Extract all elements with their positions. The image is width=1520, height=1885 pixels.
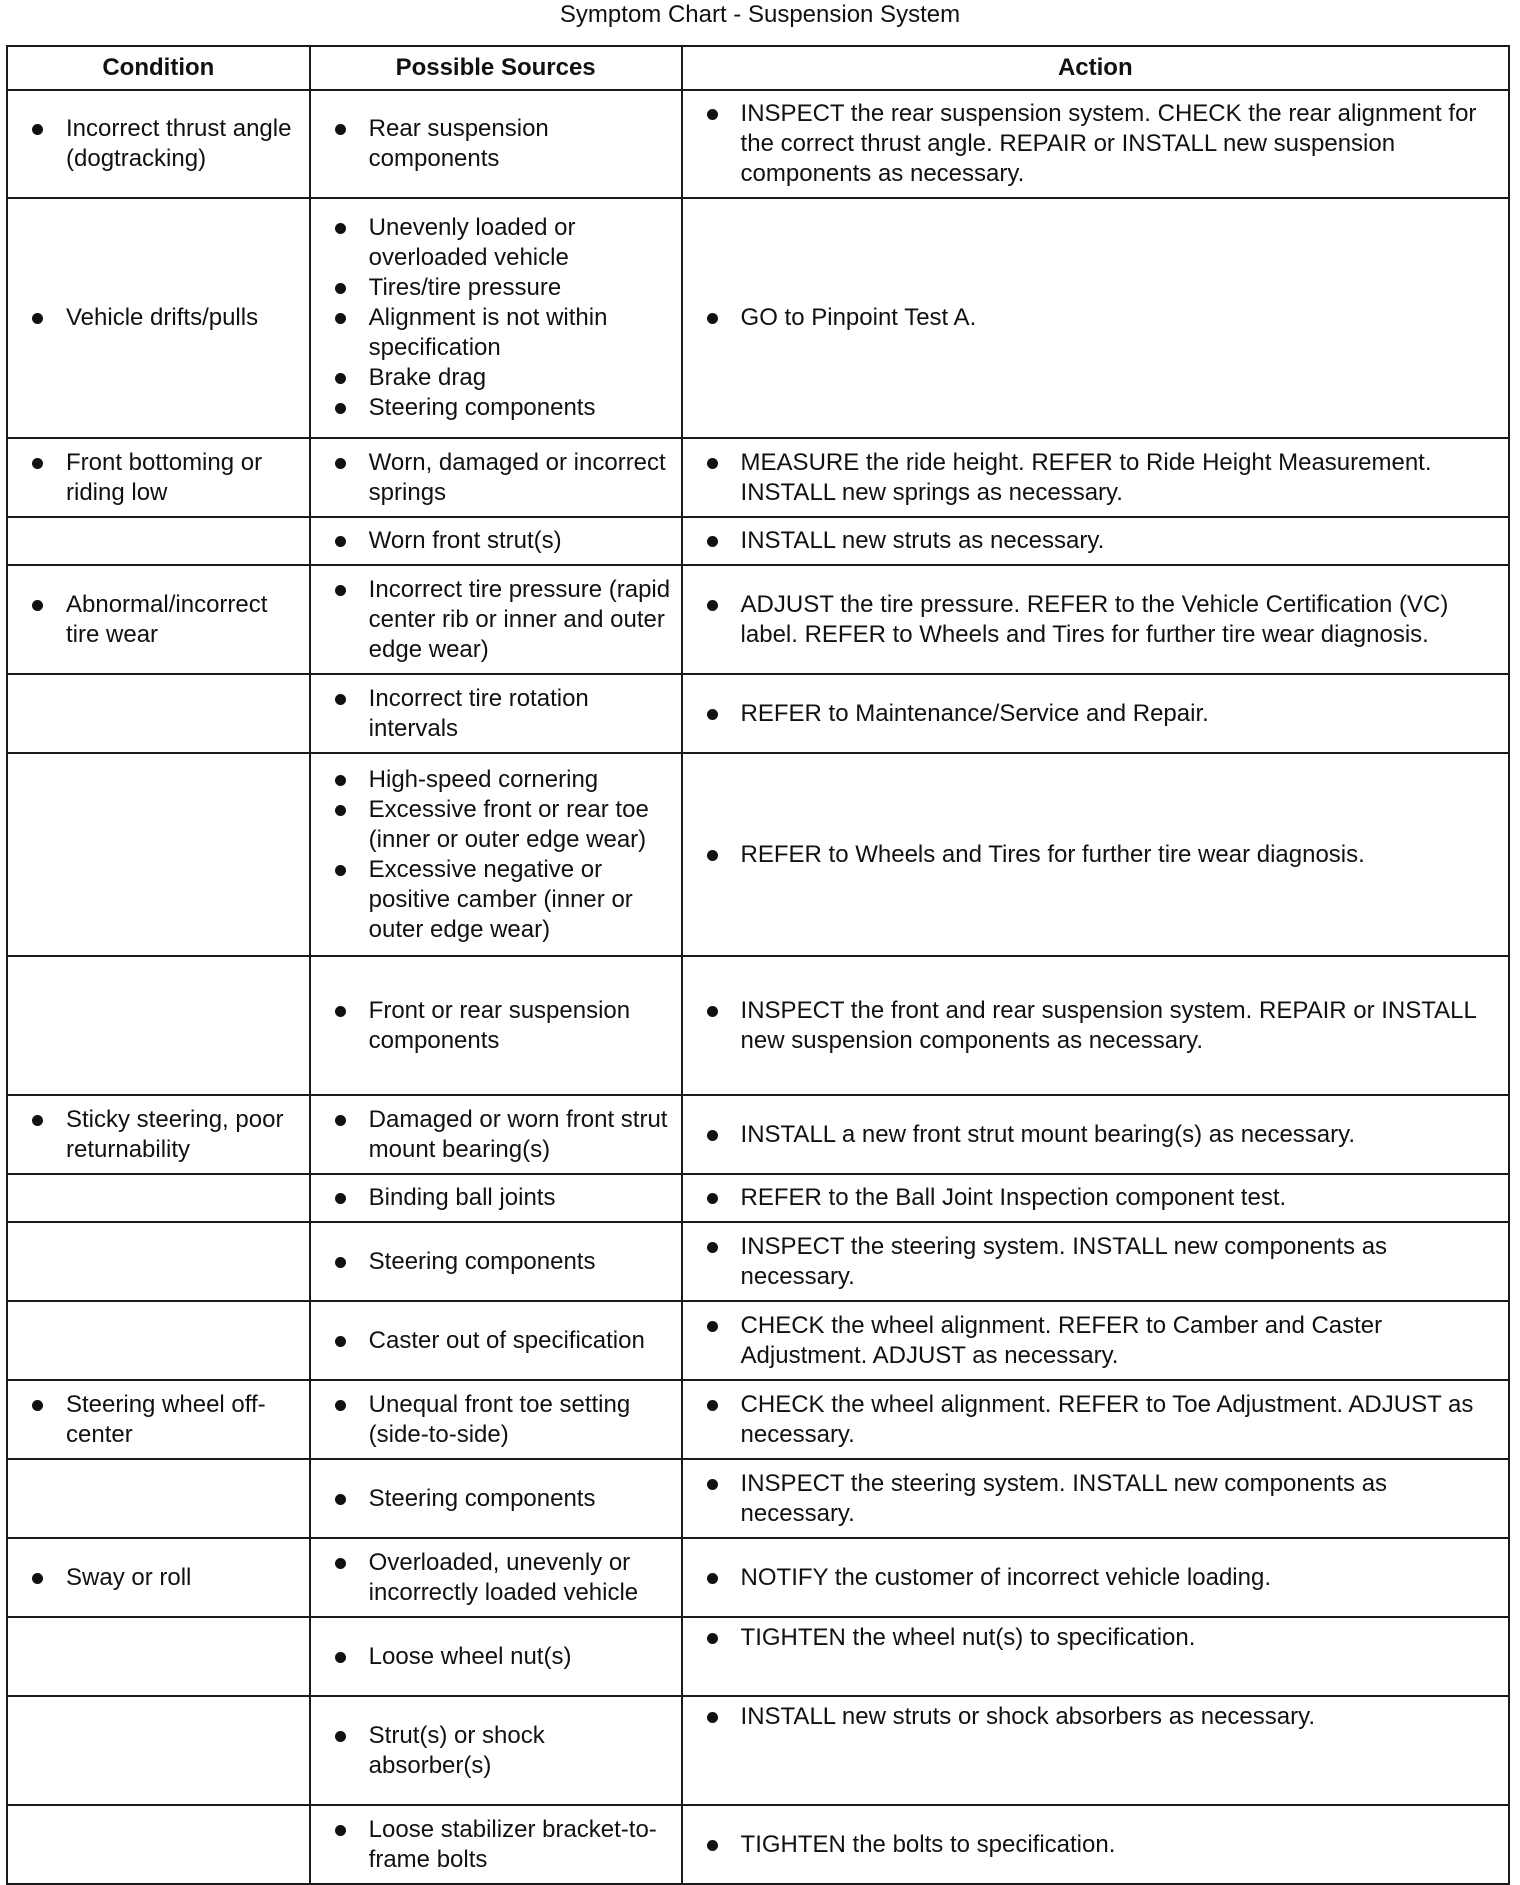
bullet-list <box>30 1105 301 1165</box>
bullet-list <box>705 448 1500 508</box>
action-item: INSPECT the steering system. INSTALL new components as necessary. <box>705 1469 1500 1529</box>
table-row <box>7 517 1509 565</box>
bullet-list <box>333 526 673 556</box>
possible-sources-cell <box>310 1301 682 1380</box>
action-item: INSTALL new struts or shock absorbers as necessary. <box>705 1702 1500 1732</box>
condition-cell <box>7 1805 310 1884</box>
possible-source-item: Front or rear suspension components <box>333 996 673 1056</box>
table-row <box>7 1301 1509 1380</box>
action-cell <box>682 956 1509 1095</box>
bullet-list <box>30 1390 301 1450</box>
bullet-list <box>705 996 1500 1056</box>
table-row <box>7 565 1509 674</box>
bullet-list <box>705 1563 1500 1593</box>
action-cell <box>682 1696 1509 1805</box>
table-row <box>7 753 1509 956</box>
symptom-table <box>6 45 1510 1885</box>
bullet-list <box>333 1105 673 1165</box>
bullet-list <box>333 1183 673 1213</box>
condition-cell <box>7 1095 310 1174</box>
action-item: REFER to the Ball Joint Inspection component test. <box>705 1183 1500 1213</box>
condition-cell <box>7 517 310 565</box>
table-row <box>7 1617 1509 1696</box>
condition-cell <box>7 90 310 198</box>
bullet-list <box>705 1183 1500 1213</box>
table-body <box>7 90 1509 1884</box>
action-item: CHECK the wheel alignment. REFER to Toe Adjustment. ADJUST as necessary. <box>705 1390 1500 1450</box>
bullet-list <box>705 1469 1500 1529</box>
bullet-list <box>30 1563 301 1593</box>
table-row <box>7 1095 1509 1174</box>
condition-cell <box>7 1696 310 1805</box>
possible-sources-cell <box>310 517 682 565</box>
condition-cell <box>7 198 310 438</box>
bullet-list <box>705 699 1500 729</box>
possible-source-item: Overloaded, unevenly or incorrectly loaded vehicle <box>333 1548 673 1608</box>
possible-source-item: Steering components <box>333 393 673 423</box>
action-item: ADJUST the tire pressure. REFER to the Vehicle Certification (VC) label. REFER to Wheels and Tires for further tire wear diagnosis. <box>705 590 1500 650</box>
bullet-list <box>30 303 301 333</box>
action-item: INSTALL a new front strut mount bearing(s) as necessary. <box>705 1120 1500 1150</box>
action-cell <box>682 1095 1509 1174</box>
action-cell <box>682 1222 1509 1301</box>
action-cell <box>682 1301 1509 1380</box>
possible-sources-cell <box>310 1174 682 1222</box>
column-header-action: Action <box>682 46 1509 90</box>
bullet-list <box>333 765 673 945</box>
action-item: REFER to Maintenance/Service and Repair. <box>705 699 1500 729</box>
bullet-list <box>333 1642 673 1672</box>
possible-source-item: Tires/tire pressure <box>333 273 673 303</box>
possible-sources-cell <box>310 438 682 517</box>
possible-sources-cell <box>310 753 682 956</box>
action-cell <box>682 1459 1509 1538</box>
bullet-list <box>30 114 301 174</box>
possible-sources-cell <box>310 90 682 198</box>
action-item: INSPECT the steering system. INSTALL new components as necessary. <box>705 1232 1500 1292</box>
possible-sources-cell <box>310 1380 682 1459</box>
bullet-list <box>705 526 1500 556</box>
condition-cell <box>7 956 310 1095</box>
condition-cell <box>7 674 310 753</box>
condition-item: Sway or roll <box>30 1563 301 1593</box>
possible-source-item: High-speed cornering <box>333 765 673 795</box>
bullet-list <box>705 590 1500 650</box>
condition-cell <box>7 438 310 517</box>
condition-cell <box>7 1301 310 1380</box>
action-item: NOTIFY the customer of incorrect vehicle loading. <box>705 1563 1500 1593</box>
possible-source-item: Excessive negative or positive camber (inner or outer edge wear) <box>333 855 673 945</box>
possible-sources-cell <box>310 1222 682 1301</box>
action-cell <box>682 1538 1509 1617</box>
table-row <box>7 1222 1509 1301</box>
action-item: INSPECT the rear suspension system. CHECK the rear alignment for the correct thrust angle. REPAIR or INSTALL new suspension components as necessary. <box>705 99 1500 189</box>
bullet-list <box>705 1311 1500 1371</box>
column-header-condition: Condition <box>7 46 310 90</box>
condition-cell <box>7 1380 310 1459</box>
condition-item: Incorrect thrust angle (dogtracking) <box>30 114 301 174</box>
action-cell <box>682 753 1509 956</box>
action-cell <box>682 1174 1509 1222</box>
bullet-list <box>30 448 301 508</box>
possible-sources-cell <box>310 1459 682 1538</box>
action-cell <box>682 1380 1509 1459</box>
bullet-list <box>333 213 673 423</box>
possible-source-item: Rear suspension components <box>333 114 673 174</box>
table-row <box>7 198 1509 438</box>
chart-title: Symptom Chart - Suspension System <box>559 1 961 28</box>
condition-item: Steering wheel off-center <box>30 1390 301 1450</box>
table-row <box>7 1805 1509 1884</box>
bullet-list <box>333 996 673 1056</box>
table-row <box>7 1459 1509 1538</box>
condition-item: Front bottoming or riding low <box>30 448 301 508</box>
action-item: INSTALL new struts as necessary. <box>705 526 1500 556</box>
condition-cell <box>7 1222 310 1301</box>
action-cell <box>682 1805 1509 1884</box>
action-item: GO to Pinpoint Test A. <box>705 303 1500 333</box>
possible-sources-cell <box>310 674 682 753</box>
possible-source-item: Loose stabilizer bracket-to-frame bolts <box>333 1815 673 1875</box>
action-item: TIGHTEN the bolts to specification. <box>705 1830 1500 1860</box>
condition-cell <box>7 565 310 674</box>
possible-source-item: Worn, damaged or incorrect springs <box>333 448 673 508</box>
possible-source-item: Strut(s) or shock absorber(s) <box>333 1721 673 1781</box>
action-item: REFER to Wheels and Tires for further tire wear diagnosis. <box>705 840 1500 870</box>
table-row <box>7 90 1509 198</box>
action-item: TIGHTEN the wheel nut(s) to specification. <box>705 1623 1500 1653</box>
condition-item: Sticky steering, poor returnability <box>30 1105 301 1165</box>
bullet-list <box>705 1390 1500 1450</box>
table-row <box>7 1380 1509 1459</box>
action-item: INSPECT the front and rear suspension system. REPAIR or INSTALL new suspension components as necessary. <box>705 996 1500 1056</box>
possible-source-item: Caster out of specification <box>333 1326 673 1356</box>
bullet-list <box>30 590 301 650</box>
possible-sources-cell <box>310 956 682 1095</box>
possible-source-item: Incorrect tire pressure (rapid center rib or inner and outer edge wear) <box>333 575 673 665</box>
possible-source-item: Loose wheel nut(s) <box>333 1642 673 1672</box>
possible-source-item: Unevenly loaded or overloaded vehicle <box>333 213 673 273</box>
possible-source-item: Brake drag <box>333 363 673 393</box>
bullet-list <box>705 1232 1500 1292</box>
condition-cell <box>7 1174 310 1222</box>
action-cell <box>682 438 1509 517</box>
condition-cell <box>7 1538 310 1617</box>
possible-source-item: Damaged or worn front strut mount bearing(s) <box>333 1105 673 1165</box>
action-cell <box>682 90 1509 198</box>
possible-source-item: Steering components <box>333 1484 673 1514</box>
bullet-list <box>333 1815 673 1875</box>
action-cell <box>682 674 1509 753</box>
possible-source-item: Worn front strut(s) <box>333 526 673 556</box>
bullet-list <box>705 99 1500 189</box>
condition-item: Abnormal/incorrect tire wear <box>30 590 301 650</box>
table-row <box>7 1174 1509 1222</box>
bullet-list <box>705 1702 1500 1732</box>
condition-cell <box>7 1617 310 1696</box>
action-item: MEASURE the ride height. REFER to Ride Height Measurement. INSTALL new springs as necessary. <box>705 448 1500 508</box>
bullet-list <box>333 575 673 665</box>
possible-sources-cell <box>310 1805 682 1884</box>
possible-sources-cell <box>310 1538 682 1617</box>
condition-cell <box>7 1459 310 1538</box>
possible-sources-cell <box>310 1095 682 1174</box>
possible-source-item: Alignment is not within specification <box>333 303 673 363</box>
bullet-list <box>333 1390 673 1450</box>
action-cell <box>682 565 1509 674</box>
possible-sources-cell <box>310 198 682 438</box>
condition-item: Vehicle drifts/pulls <box>30 303 301 333</box>
table-row <box>7 1538 1509 1617</box>
bullet-list <box>333 1721 673 1781</box>
header-row <box>7 46 1509 90</box>
table-row <box>7 674 1509 753</box>
condition-cell <box>7 753 310 956</box>
bullet-list <box>705 1830 1500 1860</box>
possible-sources-cell <box>310 1696 682 1805</box>
possible-source-item: Binding ball joints <box>333 1183 673 1213</box>
bullet-list <box>705 1623 1500 1653</box>
bullet-list <box>333 448 673 508</box>
bullet-list <box>705 1120 1500 1150</box>
table-row <box>7 1696 1509 1805</box>
possible-source-item: Excessive front or rear toe (inner or outer edge wear) <box>333 795 673 855</box>
possible-source-item: Unequal front toe setting (side-to-side) <box>333 1390 673 1450</box>
bullet-list <box>333 684 673 744</box>
table-row <box>7 956 1509 1095</box>
bullet-list <box>333 1548 673 1608</box>
bullet-list <box>705 840 1500 870</box>
possible-source-item: Incorrect tire rotation intervals <box>333 684 673 744</box>
bullet-list <box>705 303 1500 333</box>
possible-source-item: Steering components <box>333 1247 673 1277</box>
action-cell <box>682 198 1509 438</box>
action-cell <box>682 517 1509 565</box>
bullet-list <box>333 1484 673 1514</box>
bullet-list <box>333 1247 673 1277</box>
possible-sources-cell <box>310 1617 682 1696</box>
possible-sources-cell <box>310 565 682 674</box>
bullet-list <box>333 114 673 174</box>
bullet-list <box>333 1326 673 1356</box>
table-row <box>7 438 1509 517</box>
action-item: CHECK the wheel alignment. REFER to Camber and Caster Adjustment. ADJUST as necessary. <box>705 1311 1500 1371</box>
column-header-possible-sources: Possible Sources <box>310 46 682 90</box>
action-cell <box>682 1617 1509 1696</box>
